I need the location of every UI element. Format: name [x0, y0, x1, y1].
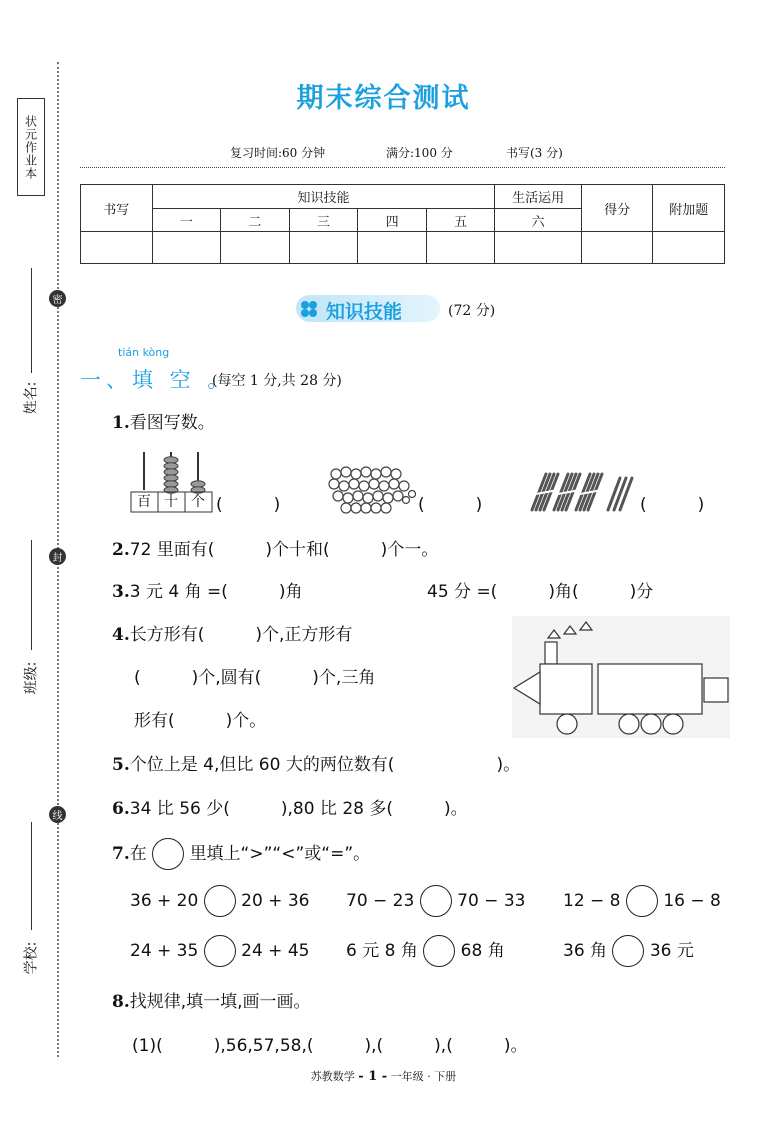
score-cell[interactable] [581, 232, 653, 264]
q5-text[interactable]: 个位上是 4,但比 60 大的两位数有( )。 [129, 755, 521, 775]
th-col-4: 四 [358, 209, 427, 232]
circle-beads-icon [326, 464, 416, 514]
th-score: 得分 [581, 185, 653, 232]
compare-circle[interactable] [420, 885, 452, 917]
cmp-left: 24 + 35 [130, 941, 199, 961]
th-bonus: 附加题 [653, 185, 725, 232]
q1 [112, 408, 215, 433]
cmp-right: 36 元 [649, 941, 694, 961]
abacus-label-tens: 十 [164, 494, 178, 510]
th-col-3: 三 [289, 209, 358, 232]
page-title: 期末综合测试 [296, 83, 471, 114]
q7-row2-c [563, 935, 694, 967]
section-title: 知识技能 [326, 301, 403, 323]
compare-circle[interactable] [204, 885, 236, 917]
q6-num: 6. [112, 799, 130, 819]
th-col-6: 六 [495, 209, 581, 232]
q7-row1-c [563, 885, 721, 917]
th-col-2: 二 [221, 209, 290, 232]
seal-mi: 密 [49, 290, 66, 307]
q1-num: 1. [112, 413, 130, 433]
q3-part-a[interactable]: 3 元 4 角 =( )角 [129, 582, 303, 602]
q8-num: 8. [112, 992, 130, 1012]
q3-num: 3. [112, 582, 130, 602]
score-cell[interactable] [221, 232, 290, 264]
part1-pinyin: tián kòng [118, 346, 170, 359]
q3-part-b[interactable]: 45 分 =( )角( )分 [427, 582, 654, 602]
cmp-right: 24 + 45 [241, 941, 310, 961]
footer-right: 一年级 · 下册 [390, 1070, 457, 1083]
compare-circle[interactable] [423, 935, 455, 967]
cmp-right: 16 − 8 [663, 891, 721, 911]
compare-circle[interactable] [626, 885, 658, 917]
cmp-left: 70 − 23 [346, 891, 415, 911]
name-line[interactable] [31, 268, 32, 373]
cmp-right: 20 + 36 [241, 891, 310, 911]
cmp-right: 68 角 [460, 941, 505, 961]
q6-text[interactable]: 34 比 56 少( ),80 比 28 多( )。 [129, 799, 468, 819]
q1-blank-2[interactable]: ( ) [418, 495, 483, 515]
q7-text-b: 里填上“>”“<”或“=”。 [189, 844, 371, 864]
class-label: 班级: [23, 661, 40, 695]
q8-sub1[interactable]: (1)( ),56,57,58,( ),( ),( )。 [132, 1036, 528, 1056]
q3 [112, 577, 303, 602]
q8 [112, 987, 311, 1012]
footer-left: 苏教数学 [310, 1070, 355, 1083]
q7-row1 [130, 885, 309, 917]
abacus-label-hundreds: 百 [137, 494, 151, 510]
cmp-left: 6 元 8 角 [346, 941, 418, 961]
page-number: - 1 - [358, 1069, 388, 1084]
q7-row1-b [346, 885, 525, 917]
school-label: 学校: [23, 941, 40, 975]
q4-line2[interactable]: ( )个,圆有( )个,三角 [134, 668, 376, 688]
info-full: 满分:100 分 [386, 146, 453, 160]
train-shapes-figure [512, 616, 730, 738]
q7-row2-b [346, 935, 505, 967]
q6 [112, 794, 468, 819]
q7 [112, 838, 370, 870]
q1-text: 看图写数。 [129, 413, 215, 433]
q4 [112, 620, 352, 645]
info-time: 复习时间:60 分钟 [230, 146, 326, 160]
name-label: 姓名: [23, 381, 40, 415]
info-writing: 书写(3 分) [506, 146, 563, 160]
score-cell[interactable] [81, 232, 153, 264]
q7-text-a: 在 [129, 844, 147, 864]
q1-blank-1[interactable]: ( ) [216, 495, 281, 515]
score-table [80, 184, 725, 264]
seal-feng: 封 [49, 548, 66, 565]
cmp-right: 70 − 33 [457, 891, 526, 911]
score-cell[interactable] [152, 232, 221, 264]
q4-line3[interactable]: 形有( )个。 [134, 711, 267, 731]
compare-circle[interactable] [204, 935, 236, 967]
school-line[interactable] [31, 822, 32, 930]
th-col-1: 一 [152, 209, 221, 232]
compare-circle-icon [152, 838, 184, 870]
class-line[interactable] [31, 540, 32, 650]
q4-num: 4. [112, 625, 130, 645]
score-cell[interactable] [495, 232, 581, 264]
score-cell[interactable] [653, 232, 725, 264]
q8-text: 找规律,填一填,画一画。 [129, 992, 311, 1012]
q4-line1[interactable]: 长方形有( )个,正方形有 [129, 625, 353, 645]
th-knowledge: 知识技能 [152, 185, 495, 209]
dashed-divider [80, 167, 725, 168]
q5-num: 5. [112, 755, 130, 775]
q2-text[interactable]: 72 里面有( )个十和( )个一。 [129, 540, 439, 560]
part1-title: 一、填 空 。 [80, 368, 234, 392]
cmp-left: 12 − 8 [563, 891, 621, 911]
cmp-left: 36 + 20 [130, 891, 199, 911]
clover-icon [300, 300, 318, 318]
abacus-label-ones: 个 [191, 494, 205, 510]
th-col-5: 五 [426, 209, 495, 232]
th-life: 生活运用 [495, 185, 581, 209]
score-cell[interactable] [358, 232, 427, 264]
stick-bundles-icon [524, 470, 636, 516]
q1-blank-3[interactable]: ( ) [640, 495, 705, 515]
part1-note: (每空 1 分,共 28 分) [212, 373, 342, 389]
brand-text: 状元作业本 [23, 114, 38, 180]
cmp-left: 36 角 [563, 941, 608, 961]
q7-row2 [130, 935, 309, 967]
score-cell[interactable] [289, 232, 358, 264]
q7-num: 7. [112, 844, 130, 864]
seal-xian: 线 [49, 806, 66, 823]
score-cell[interactable] [426, 232, 495, 264]
section-score: (72 分) [448, 303, 496, 319]
q5 [112, 750, 520, 775]
q2-num: 2. [112, 540, 130, 560]
th-writing: 书写 [81, 185, 153, 232]
page-footer [0, 1068, 767, 1084]
q2 [112, 535, 438, 560]
compare-circle[interactable] [612, 935, 644, 967]
